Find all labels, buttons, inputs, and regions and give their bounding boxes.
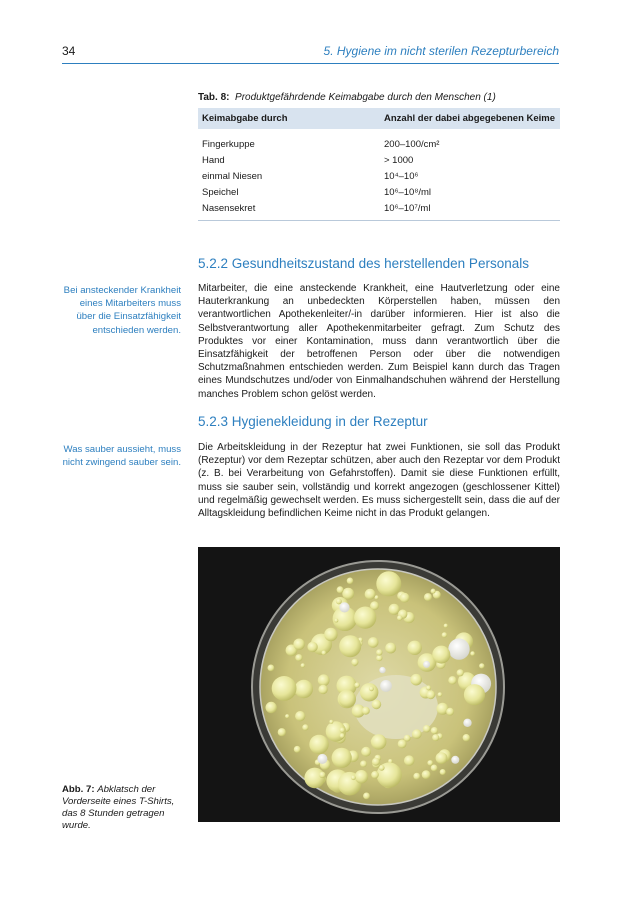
data-table	[198, 108, 560, 221]
bacterial-colony	[355, 770, 368, 783]
column-header-source: Keimabgabe durch	[198, 108, 380, 129]
bacterial-colony	[360, 761, 367, 768]
figure-petri-dish-photo	[198, 547, 560, 822]
figure-caption	[62, 784, 178, 832]
bacterial-colony	[432, 734, 439, 741]
bacterial-colony	[380, 680, 392, 692]
bacterial-colony	[444, 624, 448, 628]
bacterial-colony	[427, 760, 433, 766]
bacterial-colony	[307, 642, 317, 652]
bacterial-colony	[339, 602, 349, 612]
cell-source: einmal Niesen	[202, 170, 263, 182]
bacterial-colony	[371, 734, 386, 749]
bacterial-colony	[432, 646, 450, 664]
bacterial-colony	[362, 707, 370, 715]
bacterial-colony	[295, 680, 313, 698]
figure-caption-text: Abklatsch der Vorderseite eines T-Shirts, das 8 Stunden getragen wurde.	[62, 784, 175, 831]
table-caption	[198, 92, 496, 103]
cell-source: Hand	[202, 154, 225, 166]
bacterial-colony	[336, 598, 342, 604]
bacterial-colony	[463, 719, 471, 727]
petri-dish-image	[198, 547, 560, 822]
bacterial-colony	[372, 758, 380, 766]
bacterial-colony	[463, 734, 470, 741]
table-header-row	[198, 108, 560, 129]
bacterial-colony	[369, 686, 374, 691]
bacterial-colony	[294, 746, 301, 753]
bacterial-colony	[470, 651, 475, 656]
cell-count: > 1000	[384, 154, 414, 166]
bacterial-colony	[446, 708, 454, 716]
bacterial-colony	[285, 714, 289, 718]
bacterial-colony	[376, 571, 401, 596]
bacterial-colony	[363, 793, 370, 800]
bacterial-colony	[354, 607, 376, 629]
bacterial-colony	[339, 635, 361, 657]
bacterial-colony	[451, 756, 459, 764]
bacterial-colony	[440, 769, 446, 775]
paragraph-health: Mitarbeiter, die eine ansteckende Krankheit, eine Hautverletzung oder eine Hauterkrankung an unbedeckten Körperstellen haben, müssen den verantwortlichen Apothekenleiter/-in darüber informieren. Hier ist also die Selbstverantwortung aller Apothekenmitarbeiter gefragt. Zum Schutz des Produktes vor einer Kontamination, muss dann verantwortlich über die Einsatzfähigkeit der betroffenen Person oder über die notwendigen Schutzmaßnahmen entschieden werden. Zum Beispiel kann durch das Tragen eines Mundschutzes und/oder von Einmalhandschuhen während der Herstellung manches Problem schon gelöst werden.	[198, 283, 560, 400]
table-row	[198, 152, 560, 168]
bacterial-colony	[301, 663, 305, 667]
bacterial-colony	[410, 674, 422, 686]
bacterial-colony	[412, 729, 422, 739]
bacterial-colony	[376, 655, 382, 661]
cell-count: 200–100/cm²	[384, 138, 440, 150]
bacterial-colony	[318, 674, 330, 686]
header-rule	[62, 63, 559, 64]
bacterial-colony	[448, 676, 456, 684]
bacterial-colony	[347, 578, 354, 585]
bacterial-colony	[309, 735, 328, 754]
page-number: 34	[62, 44, 76, 58]
cell-count: 10⁶–10⁸/ml	[384, 186, 431, 198]
bacterial-colony	[351, 659, 358, 666]
bacterial-colony	[404, 755, 414, 765]
margin-note-illness: Bei ansteckender Krankheit eines Mitarbeiters muss über die Einsatzfähigkeit entschieden werden.	[63, 285, 181, 336]
bacterial-colony	[322, 651, 327, 656]
bacterial-colony	[360, 683, 378, 701]
bacterial-colony	[400, 593, 410, 603]
cell-source: Fingerkuppe	[202, 138, 255, 150]
bacterial-colony	[431, 765, 438, 772]
bacterial-colony	[329, 720, 333, 724]
bacterial-colony	[436, 752, 448, 764]
bacterial-colony	[448, 638, 469, 659]
bacterial-colony	[379, 667, 385, 673]
bacterial-colony	[431, 589, 436, 594]
bacterial-colony	[479, 663, 484, 668]
bacterial-colony	[318, 685, 327, 694]
cell-count: 10⁶–10⁷/ml	[380, 200, 560, 221]
bacterial-colony	[317, 754, 327, 764]
bacterial-colony	[340, 733, 345, 738]
bacterial-colony	[372, 700, 382, 710]
bacterial-colony	[442, 632, 447, 637]
cell-source: Nasensekret	[198, 200, 380, 221]
margin-note-clean: Was sauber aussieht, muss nicht zwingend sauber sein.	[62, 444, 181, 469]
bacterial-colony	[376, 649, 382, 655]
bacterial-colony	[354, 682, 359, 687]
section-heading-5-2-3: 5.2.3 Hygienekleidung in der Rezeptur	[198, 414, 428, 429]
table-row	[198, 168, 560, 184]
bacterial-colony	[339, 691, 356, 708]
bacterial-colony	[293, 639, 304, 650]
bacterial-colony	[368, 637, 379, 648]
bacterial-colony	[295, 711, 305, 721]
bacterial-colony	[404, 735, 411, 742]
bacterial-colony	[302, 724, 308, 730]
bacterial-colony	[319, 772, 325, 778]
bacterial-colony	[272, 676, 297, 701]
bacterial-colony	[385, 643, 396, 654]
table-label: Tab. 8:	[198, 92, 230, 103]
bacterial-colony	[278, 728, 286, 736]
table-row	[198, 200, 560, 221]
bacterial-colony	[266, 702, 277, 713]
table-row	[198, 184, 560, 200]
bacterial-colony	[324, 628, 337, 641]
bacterial-colony	[422, 770, 431, 779]
bacterial-colony	[365, 589, 376, 600]
bacterial-colony	[389, 604, 400, 615]
bacterial-colony	[334, 619, 338, 623]
bacterial-colony	[438, 692, 443, 697]
bacterial-colony	[268, 665, 275, 672]
bacterial-colony	[413, 773, 420, 780]
bacterial-colony	[431, 727, 438, 734]
bacterial-colony	[423, 725, 430, 732]
bacterial-colony	[464, 684, 485, 705]
running-title: 5. Hygiene im nicht sterilen Rezepturbereich	[323, 44, 559, 58]
bacterial-colony	[340, 727, 345, 732]
cell-count: 10⁴–10⁶	[384, 170, 419, 182]
figure-label: Abb. 7:	[62, 784, 95, 795]
bacterial-colony	[332, 748, 352, 768]
bacterial-colony	[397, 615, 402, 620]
section-heading-5-2-2: 5.2.2 Gesundheitszustand des herstellenden Personals	[198, 256, 529, 271]
bacterial-colony	[426, 685, 431, 690]
bacterial-colony	[426, 690, 435, 699]
column-header-count: Anzahl der dabei abgegebenen Keime	[380, 108, 560, 129]
bacterial-colony	[457, 669, 464, 676]
bacterial-colony	[351, 775, 356, 780]
bacterial-colony	[361, 747, 371, 757]
cell-source: Speichel	[202, 186, 239, 198]
bacterial-colony	[424, 593, 432, 601]
table-row	[198, 129, 560, 152]
bacterial-colony	[342, 588, 354, 600]
bacterial-colony	[295, 654, 302, 661]
bacterial-colony	[371, 771, 379, 779]
paragraph-clothing: Die Arbeitskleidung in der Rezeptur hat zwei Funktionen, sie soll das Produkt (Rezeptur) vor dem Rezeptar schützen, aber auch den Rezeptar vor dem Produkt (z. B. bei Verarbeitung von Gefahrstoffen). Damit sie diese Funktionen erfüllt, muss sie sauber sein, vollständig und korrekt angezogen (geschlossener Kittel) und regelmäßig gewechselt werden. Es muss sichergestellt sein, dass die auf der Alltagskleidung befindlichen Keime nicht in das Produkt gelangen.	[198, 442, 560, 520]
table-caption-text: Produktgefährdende Keimabgabe durch den Menschen (1)	[235, 92, 496, 103]
bacterial-colony	[337, 586, 344, 593]
bacterial-colony	[423, 661, 430, 668]
bacterial-colony	[408, 641, 422, 655]
